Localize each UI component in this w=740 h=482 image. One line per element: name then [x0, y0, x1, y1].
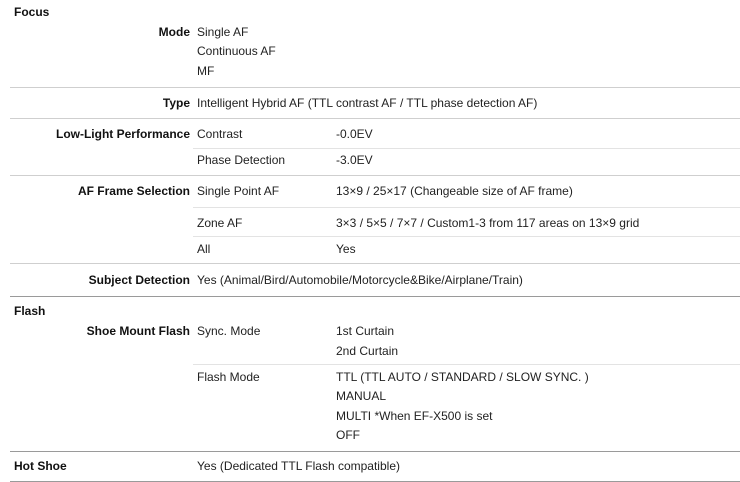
spec-value-all: Yes — [336, 242, 356, 256]
spec-value-subject-detection: Yes (Animal/Bird/Automobile/Motorcycle&Bike/Airplane/Train) — [197, 273, 523, 287]
spec-subname-flash-mode: Flash Mode — [197, 370, 260, 384]
row-divider — [10, 263, 740, 264]
spec-label-type: Type — [162, 96, 190, 110]
spec-label-af-frame: AF Frame Selection — [77, 184, 190, 198]
spec-value-hot-shoe: Yes (Dedicated TTL Flash compatible) — [197, 459, 400, 473]
spec-subname-sync-mode: Sync. Mode — [197, 324, 261, 338]
subrow-divider — [193, 148, 740, 149]
spec-value-type: Intelligent Hybrid AF (TTL contrast AF / TTL phase detection AF) — [197, 96, 538, 110]
spec-subname-all: All — [197, 242, 211, 256]
row-divider — [10, 87, 740, 88]
spec-label-mode: Mode — [158, 25, 190, 39]
spec-value-mode-3: MF — [197, 64, 215, 78]
section-divider — [10, 451, 740, 452]
spec-value-single-point: 13×9 / 25×17 (Changeable size of AF frame) — [336, 184, 573, 198]
spec-label-shoe-mount-flash: Shoe Mount Flash — [86, 324, 190, 338]
section-title-hot-shoe: Hot Shoe — [14, 459, 67, 473]
subrow-divider — [193, 236, 740, 237]
spec-value-mode-1: Single AF — [197, 25, 249, 39]
section-title-flash: Flash — [14, 304, 46, 318]
spec-label-low-light: Low-Light Performance — [55, 127, 190, 141]
section-divider — [10, 296, 740, 297]
spec-value-zone-af: 3×3 / 5×5 / 7×7 / Custom1-3 from 117 areas on 13×9 grid — [336, 216, 640, 230]
spec-value-phase-detection: -3.0EV — [336, 153, 373, 167]
subrow-divider — [193, 364, 740, 365]
spec-value-flash-mode-2: MANUAL — [336, 389, 387, 403]
spec-label-subject-detection: Subject Detection — [88, 273, 190, 287]
row-divider — [10, 175, 740, 176]
spec-value-contrast: -0.0EV — [336, 127, 373, 141]
row-divider — [10, 118, 740, 119]
spec-value-sync-2: 2nd Curtain — [336, 344, 399, 358]
subrow-divider — [193, 207, 740, 208]
spec-subname-zone-af: Zone AF — [197, 216, 243, 230]
spec-value-flash-mode-3: MULTI *When EF-X500 is set — [336, 409, 493, 423]
spec-value-mode-2: Continuous AF — [197, 44, 276, 58]
spec-value-flash-mode-1: TTL (TTL AUTO / STANDARD / SLOW SYNC. ) — [336, 370, 589, 384]
spec-value-flash-mode-4: OFF — [336, 428, 360, 442]
spec-subname-contrast: Contrast — [197, 127, 243, 141]
section-title-focus: Focus — [14, 5, 50, 19]
spec-subname-phase-detection: Phase Detection — [197, 153, 286, 167]
spec-value-sync-1: 1st Curtain — [336, 324, 395, 338]
spec-subname-single-point: Single Point AF — [197, 184, 280, 198]
